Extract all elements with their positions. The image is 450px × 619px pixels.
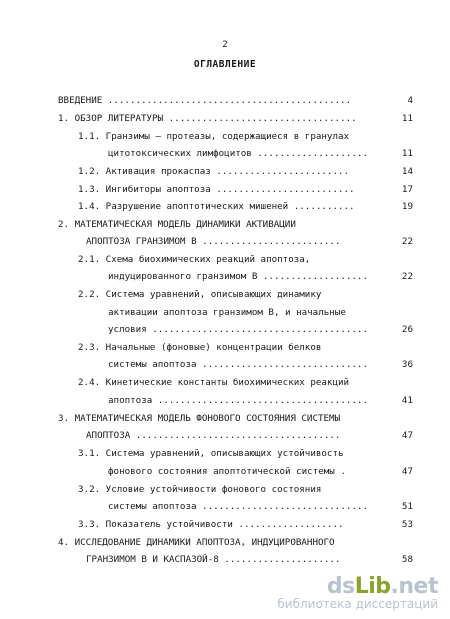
toc-entry-page: 11 [401, 113, 413, 124]
toc-entry-text: ГРАНЗИМОМ B И КАСПАЗОЙ-8 ..................... [86, 554, 341, 565]
toc-entry-page: 11 [401, 148, 413, 159]
toc-entry-text: 2.1. Схема биохимических реакций апоптоза, [78, 254, 311, 265]
toc-entry-text: индуцированного гранзимом B ................... [108, 271, 368, 282]
toc-entry-text: фонового состояния апоптотической системы . [108, 466, 346, 477]
toc-entry-text: 2.3. Начальные (фоновые) концентрации белков [78, 342, 322, 353]
toc-entry-text: системы апоптоза .............................. [108, 501, 368, 512]
toc-entry-text: 2.4. Кинетические константы биохимических реакций [78, 377, 350, 388]
toc-entry-text: системы апоптоза .............................. [108, 359, 368, 370]
watermark-subtitle: библиотека диссертаций [277, 597, 438, 611]
toc-entry-page: 36 [401, 359, 413, 370]
toc-entry-page: 41 [401, 395, 413, 406]
toc-entry-text: 1.4. Разрушение апоптотических мишеней ........... [78, 201, 355, 212]
toc-entry-text: 1.2. Активация прокаспаз ........................ [78, 166, 350, 177]
logo-text-ds: ds [326, 574, 355, 599]
toc-entry-text: ВВЕДЕНИЕ ............................................ [58, 95, 352, 106]
toc-entry-page: 47 [401, 430, 413, 441]
page-title: ОГЛАВЛЕНИЕ [193, 59, 257, 70]
toc-entry-page: 4 [407, 95, 413, 106]
toc-entry-page: 17 [401, 184, 413, 195]
toc-entry-text: 2. МАТЕМАТИЧЕСКАЯ МОДЕЛЬ ДИНАМИКИ АКТИВАЦИИ [58, 219, 296, 230]
toc-entry-text: 3.3. Показатель устойчивости ................... [78, 519, 344, 530]
toc-entry-page: 51 [401, 501, 413, 512]
toc-entry-text: 4. ИССЛЕДОВАНИЕ ДИНАМИКИ АПОПТОЗА, ИНДУЦИРОВАННОГО [58, 537, 335, 548]
page-number: 2 [222, 40, 228, 50]
toc-entry-page: 26 [401, 324, 413, 335]
toc-entry-page: 19 [401, 201, 413, 212]
toc-entry-text: 3.2. Условие устойчивости фонового состояния [78, 484, 322, 495]
toc-entry-text: активации апоптоза гранзимом B, и начальные [108, 307, 346, 318]
toc-entry-text: апоптоза ...................................... [108, 395, 368, 406]
toc-entry-text: 3.1. Система уравнений, описывающих устойчивость [78, 448, 344, 459]
logo-text-lib: Lib [354, 574, 391, 599]
toc-entry-text: условия ....................................... [108, 324, 368, 335]
toc-entry-page: 14 [401, 166, 413, 177]
toc-entry-page: 22 [401, 236, 413, 247]
logo-text-net: .net [390, 574, 438, 599]
toc-entry-text: 3. МАТЕМАТИЧЕСКАЯ МОДЕЛЬ ФОНОВОГО СОСТОЯНИЯ СИСТЕМЫ [58, 413, 341, 424]
toc-entry-text: 2.2. Система уравнений, описывающих динамику [78, 289, 322, 300]
dslib-watermark [277, 574, 438, 611]
toc-entry-page: 22 [401, 271, 413, 282]
toc-entry-text: 1.3. Ингибиторы апоптоза ......................... [78, 184, 355, 195]
dslib-logo [277, 574, 438, 599]
toc-entry-page: 58 [401, 554, 413, 565]
toc-entry-text: АПОПТОЗА ..................................... [86, 430, 341, 441]
toc-entry-text: 1.1. Гранзимы — протеазы, содержащиеся в гранулах [78, 131, 350, 142]
toc-entry-page: 47 [401, 466, 413, 477]
toc-entry-page: 53 [401, 519, 413, 530]
toc-entry-text: 1. ОБЗОР ЛИТЕРАТУРЫ .................................. [58, 113, 357, 124]
toc-entry-text: цитотоксических лимфоцитов .................... [108, 148, 368, 159]
toc-entry-text: АПОПТОЗА ГРАНЗИМОМ B ......................... [86, 236, 341, 247]
